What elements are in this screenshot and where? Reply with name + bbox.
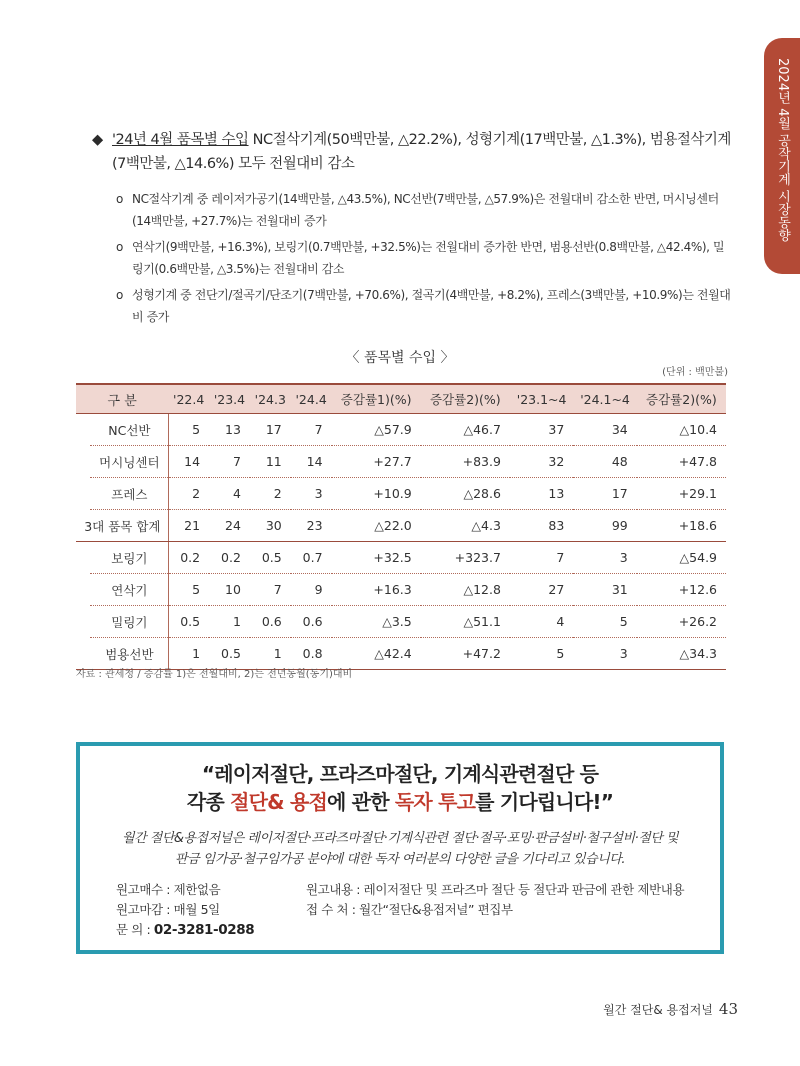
column-header: '23.4 (209, 384, 250, 414)
table-cell: △12.8 (421, 574, 510, 606)
table-cell: 0.5 (250, 542, 291, 574)
row-indent (76, 414, 90, 446)
table-cell: 17 (573, 478, 636, 510)
table-cell: 11 (250, 446, 291, 478)
table-cell: 30 (250, 510, 291, 542)
table-row (76, 510, 726, 542)
table-cell: 0.5 (168, 606, 209, 638)
table-cell: +10.9 (332, 478, 421, 510)
table-cell: △54.9 (637, 542, 726, 574)
diamond-bullet-icon: ◆ (92, 132, 103, 148)
table-cell: 1 (168, 638, 209, 670)
table-cell: △34.3 (637, 638, 726, 670)
row-indent (76, 478, 90, 510)
table-cell: 5 (573, 606, 636, 638)
table-cell: 3 (573, 638, 636, 670)
table-cell: 0.8 (291, 638, 332, 670)
table-row (76, 606, 726, 638)
table-cell: 14 (291, 446, 332, 478)
table-cell: 9 (291, 574, 332, 606)
notice-paragraph: 월간 절단&용접저널은 레이저절단·프라즈마절단·기계식관련 절단·절곡·포밍·판금설비·철구설비·절단 및 판금 임가공·철구임가공 분야에 대한 독자 여러분의 다양한 글을 기다리고 있습니다. (121, 831, 679, 867)
table-cell: 99 (573, 510, 636, 542)
table-cell: 32 (510, 446, 573, 478)
table-title: 〈 품목별 수입 〉 (345, 350, 455, 366)
table-cell: 3 (573, 542, 636, 574)
table-cell: 48 (573, 446, 636, 478)
table-cell: 5 (168, 574, 209, 606)
table-cell: 24 (209, 510, 250, 542)
table-cell: +83.9 (421, 446, 510, 478)
summary-highlight: '24년 4월 품목별 수입 (112, 132, 249, 148)
table-cell: 3 (291, 478, 332, 510)
table-cell: 7 (209, 446, 250, 478)
table-cell: △4.3 (421, 510, 510, 542)
table-cell: 0.6 (250, 606, 291, 638)
row-indent (76, 446, 90, 478)
summary-lead-text: NC절삭기계(50백만불, △22.2%), 성형기계(17백만불, △1.3%), 범용절삭기계(7백만불, △14.6%) 모두 전월대비 감소 (112, 132, 731, 172)
table-cell: 7 (250, 574, 291, 606)
table-cell: 10 (209, 574, 250, 606)
table-unit: (단위 : 백만불) (662, 367, 728, 378)
table-cell: +47.8 (637, 446, 726, 478)
column-header: '23.1~4 (510, 384, 573, 414)
table-cell: 0.2 (168, 542, 209, 574)
table-cell: 13 (510, 478, 573, 510)
summary-section (92, 128, 732, 332)
column-header: '24.1~4 (573, 384, 636, 414)
row-label: NC선반 (90, 414, 168, 446)
footer-magazine: 월간 절단& 용접저널 (603, 1003, 713, 1017)
table-cell: 4 (209, 478, 250, 510)
column-header: 증감률2)(%) (637, 384, 726, 414)
table-cell: +18.6 (637, 510, 726, 542)
table-source-note: 자료 : 관세청 / 증감률 1)은 전월대비, 2)는 전년동월(동기)대비 (76, 669, 353, 680)
table-cell: +32.5 (332, 542, 421, 574)
table-cell: 5 (168, 414, 209, 446)
table-cell: 31 (573, 574, 636, 606)
column-header: 증감률1)(%) (332, 384, 421, 414)
row-label: 연삭기 (90, 574, 168, 606)
table-header-row (76, 384, 726, 414)
table-cell: 37 (510, 414, 573, 446)
table-cell: 14 (168, 446, 209, 478)
row-label: 범용선반 (90, 638, 168, 670)
table-cell: 83 (510, 510, 573, 542)
circle-bullet-icon: o (116, 240, 123, 254)
table-cell: +16.3 (332, 574, 421, 606)
table-cell: +26.2 (637, 606, 726, 638)
table-cell: 13 (209, 414, 250, 446)
table-cell: △46.7 (421, 414, 510, 446)
table-cell: 1 (209, 606, 250, 638)
row-indent (76, 606, 90, 638)
table-cell: 27 (510, 574, 573, 606)
summary-bullet: o NC절삭기계 중 레이저가공기(14백만불, △43.5%), NC선반(7백만불, △57.9%)은 전월대비 감소한 반면, 머시닝센터(14백만불, +27.7%)는 전월대비 증가 (116, 188, 732, 232)
table-cell: 2 (250, 478, 291, 510)
notice-info-right: 원고내용 : 레이저절단 및 프라즈마 절단 등 절단과 판금에 관한 제반내용 접 수 처 : 월간“절단&용접저널” 편집부 (306, 882, 685, 917)
section-side-tab-label: 2024년 4월 공작기계 시장동향 (775, 58, 790, 242)
summary-lead (92, 128, 732, 176)
table-row (76, 446, 726, 478)
page-footer (603, 1000, 738, 1018)
row-label: 3대 품목 합계 (76, 510, 168, 542)
circle-bullet-icon: o (116, 288, 123, 302)
table-row (76, 542, 726, 574)
row-label: 머시닝센터 (90, 446, 168, 478)
table-cell: +47.2 (421, 638, 510, 670)
summary-bullet: o 연삭기(9백만불, +16.3%), 보링기(0.7백만불, +32.5%)는 전월대비 증가한 반면, 범용선반(0.8백만불, △42.4%), 밀링기(0.6백만불, △3.5%)는 전월대비 감소 (116, 236, 732, 280)
section-side-tab (764, 38, 800, 274)
column-header: '22.4 (168, 384, 209, 414)
table-row (76, 574, 726, 606)
table-cell: △28.6 (421, 478, 510, 510)
table-row (76, 478, 726, 510)
table-cell: 0.6 (291, 606, 332, 638)
contact-phone: 02-3281-0288 (153, 922, 255, 938)
summary-bullets (116, 188, 732, 328)
column-header: '24.4 (291, 384, 332, 414)
table-cell: 7 (510, 542, 573, 574)
column-header: 증감률2)(%) (421, 384, 510, 414)
table-cell: △42.4 (332, 638, 421, 670)
table-cell: 21 (168, 510, 209, 542)
table-cell: 2 (168, 478, 209, 510)
summary-bullet: o 성형기계 중 전단기/절곡기/단조기(7백만불, +70.6%), 절곡기(4백만불, +8.2%), 프레스(3백만불, +10.9%)는 전월대비 증가 (116, 284, 732, 328)
table-cell: +12.6 (637, 574, 726, 606)
import-table (76, 383, 726, 670)
row-indent (76, 574, 90, 606)
table-cell: +27.7 (332, 446, 421, 478)
row-label: 밀링기 (90, 606, 168, 638)
table-cell: 17 (250, 414, 291, 446)
row-indent (76, 542, 90, 574)
table-cell: △22.0 (332, 510, 421, 542)
table-cell: 0.7 (291, 542, 332, 574)
table-cell: 0.5 (209, 638, 250, 670)
notice-info-left: 원고매수 : 제한없음 원고마감 : 매월 5일 문 의 : 02-3281-0288 (116, 882, 255, 938)
row-label: 프레스 (90, 478, 168, 510)
table-cell: 0.2 (209, 542, 250, 574)
table-cell: 34 (573, 414, 636, 446)
circle-bullet-icon: o (116, 192, 123, 206)
table-cell: △10.4 (637, 414, 726, 446)
table-cell: △57.9 (332, 414, 421, 446)
table-cell: 5 (510, 638, 573, 670)
table-cell: 4 (510, 606, 573, 638)
table-cell: 7 (291, 414, 332, 446)
column-header: 구 분 (76, 384, 168, 414)
page-number: 43 (718, 1000, 738, 1018)
column-header: '24.3 (250, 384, 291, 414)
notice-headline: “레이저절단, 프라즈마절단, 기계식관련절단 등 각종 절단& 용접에 관한 독자 투고를 기다립니다!” (186, 762, 614, 814)
table-cell: +29.1 (637, 478, 726, 510)
table-cell: +323.7 (421, 542, 510, 574)
row-label: 보링기 (90, 542, 168, 574)
table-cell: 23 (291, 510, 332, 542)
contribution-notice-box (76, 742, 724, 954)
table-cell: △3.5 (332, 606, 421, 638)
table-cell: △51.1 (421, 606, 510, 638)
table-row (76, 414, 726, 446)
table-cell: 1 (250, 638, 291, 670)
